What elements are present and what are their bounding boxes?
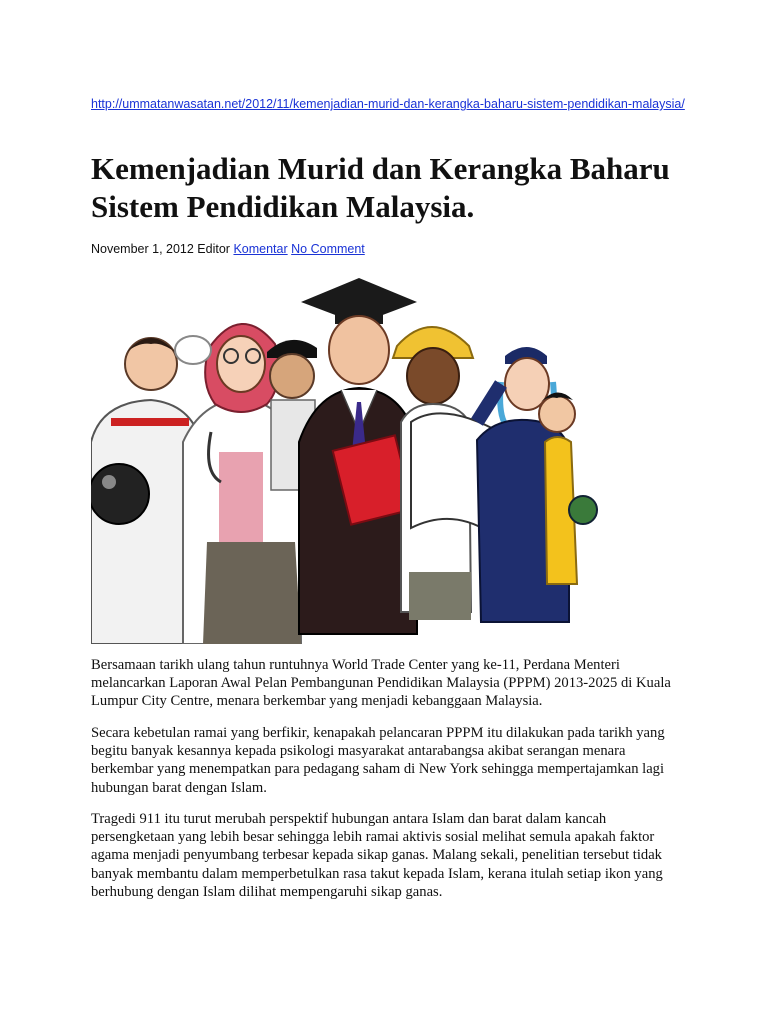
paragraph-2: Secara kebetulan ramai yang berfikir, kenapakah pelancaran PPPM itu dilakukan pada tarikh yang begitu banyak kesannya kepada psikologi masyarakat antarabangsa akibat serangan menara berkembar yang menempatkan para pedagang saham di New York sehingga mempertajamkan lagi hubungan barat dengan Islam.: [91, 725, 665, 796]
article-meta: [91, 240, 365, 258]
article-title: Kemenjadian Murid dan Kerangka Baharu Sistem Pendidikan Malaysia.: [91, 151, 670, 224]
category-link[interactable]: Komentar: [233, 242, 288, 256]
child-figure: [539, 392, 597, 584]
comments-link[interactable]: No Comment: [291, 242, 365, 256]
date-author-text: November 1, 2012 Editor: [91, 242, 230, 256]
paragraph-3: Tragedi 911 itu turut merubah perspektif hubungan antara Islam dan barat dalam kancah persengketaan yang lebih besar sehingga lebih ramai aktivis sosial melihat semula apakah faktor agama menjadi penyumbang terbesar kepada sikap ganas. Malang sekali, penelitian tersebut tidak banyak membantu dalam memperbetulkan rasa takut kepada Islam, kerana itulah setiap ikon yang berhubung dengan Islam dilihat mempengaruhi sikap ganas.: [91, 811, 663, 900]
source-url-link[interactable]: http://ummatanwasatan.net/2012/11/kemenjadian-murid-dan-kerangka-baharu-sistem-pendidikan-malaysia/: [91, 97, 685, 111]
graduate-figure: [299, 278, 417, 634]
paragraph-1: Bersamaan tarikh ulang tahun runtuhnya World Trade Center yang ke-11, Perdana Menteri melancarkan Laporan Awal Pelan Pembangunan Pendidikan Malaysia (PPPM) 2013-2025 di Kuala Lumpur City Centre, menara berkembar yang menjadi kebanggaan Malaysia.: [91, 657, 671, 710]
group-of-professionals-illustration: [91, 272, 603, 644]
